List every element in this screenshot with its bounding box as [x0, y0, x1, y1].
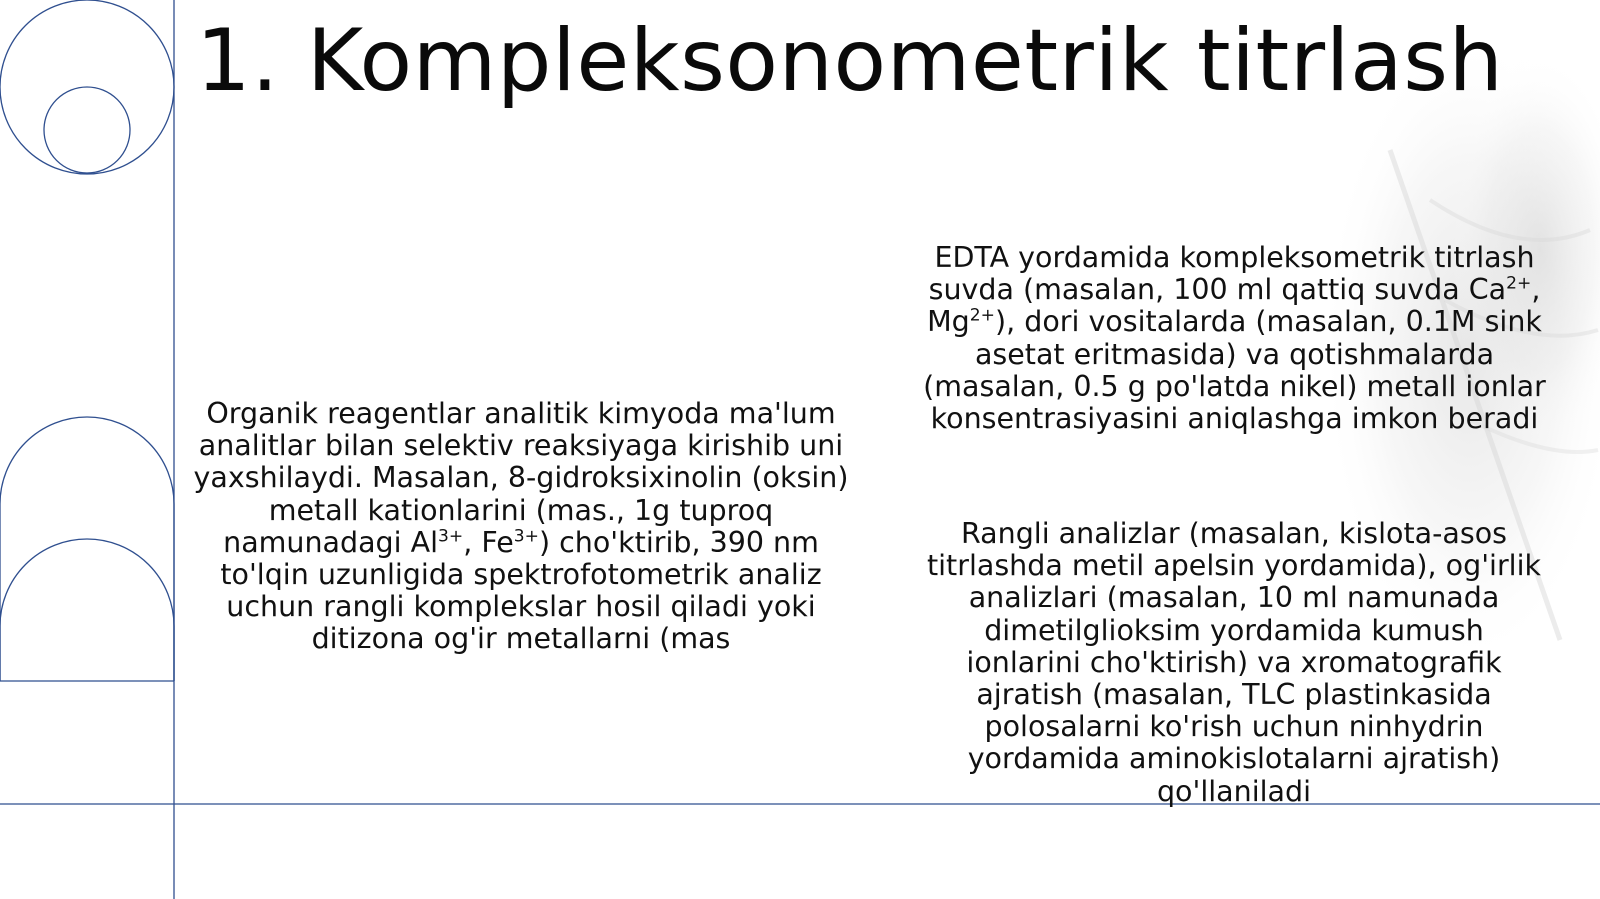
- left-text-part: , Fe: [463, 525, 514, 559]
- right-bottom-text-block: Rangli analizlar (masalan, kislota-asos titrlashda metil apelsin yordamida), og'irlik analizlari (masalan, 10 ml namunada dimetilglioksim yordamida kumush ionlarini cho'ktirish) va xromatografik ajratish (masalan, TLC plastinkasida polosalarni ko'rish uchun ninhydrin yordamida aminokislotalarni ajratish) qo'llaniladi: [926, 517, 1542, 808]
- left-text-part: Organik reagentlar analitik kimyoda ma'lum analitlar bilan selektiv reaksiyaga kirishib uni yaxshilaydi. Masalan, 8-gidroksixinolin (oksin) metall kationlarini (mas., 1g tuproq namunadagi Al: [193, 397, 849, 559]
- right-top-text-part: EDTA yordamida kompleksometrik titrlash suvda (masalan, 100 ml qattiq suvda Ca: [928, 241, 1535, 307]
- superscript: 3+: [438, 526, 464, 547]
- slide-title: 1. Kompleksonometrik titrlash: [196, 11, 1504, 111]
- right-top-text-part: , Mg: [927, 273, 1541, 339]
- arch-outline-lower: [0, 539, 174, 681]
- superscript: 2+: [1506, 273, 1532, 294]
- superscript: 2+: [969, 305, 995, 326]
- left-text-part: ) cho'ktirib, 390 nm to'lqin uzunligida spektrofotometrik analiz uchun rangli komplekslar hosil qiladi yoki ditizona og'ir metallarni (mas: [220, 525, 822, 656]
- right-top-text-block: [922, 242, 1547, 435]
- right-top-text-part: ), dori vositalarda (masalan, 0.1M sink asetat eritmasida) va qotishmalarda (masalan, 0.5 g po'latda nikel) metall ionlar konsentrasiyasini aniqlashga imkon beradi: [923, 305, 1546, 436]
- left-text-block: [191, 398, 851, 656]
- superscript: 3+: [513, 526, 539, 547]
- small-outline-circle: [44, 87, 130, 173]
- arch-outline-upper: [0, 417, 174, 681]
